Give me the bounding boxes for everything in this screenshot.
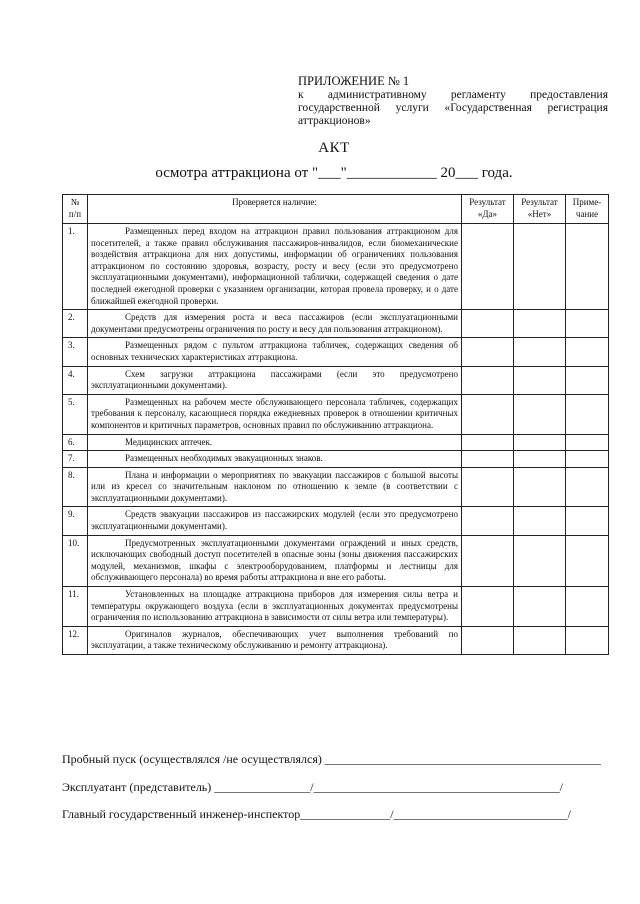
appendix-text: к административному регламенту предоставления государственной услуги «Государственная регистрация аттракционов» [298,89,608,127]
result-no-cell[interactable] [514,338,566,366]
result-yes-cell[interactable] [462,338,514,366]
result-no-cell[interactable] [514,366,566,394]
table-row [63,587,609,627]
row-num: 4. [63,366,88,394]
row-text: Размещенных на рабочем месте обслуживающего персонала табличек, содержащих требования к персоналу, касающиеся порядка ежедневных проверок в отношении критичных компонентов и критичных параметров, основных правил по обслуживанию аттракциона. [91,396,458,430]
inspection-table [62,194,609,655]
note-cell[interactable] [566,467,609,507]
result-yes-cell[interactable] [462,224,514,310]
result-yes-cell[interactable] [462,394,514,434]
appendix-block [298,75,608,128]
row-text: Размещенных перед входом на аттракцион правил пользования аттракционом для посетителей, а также правил обслуживания пассажиров-инвалидов, если биомеханические воздействия аттракциона для них допустимы, информации об ограничениях пользования аттракционом по состоянию здоровья, возрасту, росту и весу (если это предусмотрено эксплуатационными документами), информационной таблички, содержащей сведения о дате последней ежегодной проверки с указанием организации, которая провела проверку, и о дате ближайшей ежегодной проверки. [91,226,458,306]
result-no-cell[interactable] [514,535,566,586]
operator-signature-line[interactable]: Эксплуатант (представитель) ________________/_________________________________________/ [62,780,563,794]
row-text: Размещенных необходимых эвакуационных знаков. [125,453,323,464]
row-num: 3. [63,338,88,366]
result-no-cell[interactable] [514,394,566,434]
table-header-row [63,195,609,224]
note-cell[interactable] [566,434,609,451]
result-yes-cell[interactable] [462,467,514,507]
table-row [63,507,609,535]
note-cell[interactable] [566,626,609,654]
result-yes-cell[interactable] [462,507,514,535]
result-yes-cell[interactable] [462,310,514,338]
row-text: Медицинских аптечек. [125,436,213,447]
trial-run-line[interactable]: Пробный пуск (осуществлялся /не осуществлялся) ______________________________________________ [62,752,601,766]
table-row [63,467,609,507]
row-num: 6. [63,434,88,451]
note-cell[interactable] [566,310,609,338]
result-no-cell[interactable] [514,310,566,338]
appendix-heading: ПРИЛОЖЕНИЕ № 1 [298,74,410,88]
document-title: АКТ [318,140,350,156]
result-no-cell[interactable] [514,434,566,451]
header-yes: Результат «Да» [462,195,514,224]
table-row [63,434,609,451]
note-cell[interactable] [566,535,609,586]
note-cell[interactable] [566,338,609,366]
note-cell[interactable] [566,224,609,310]
row-num: 10. [63,535,88,586]
result-yes-cell[interactable] [462,626,514,654]
table-row [63,366,609,394]
row-num: 2. [63,310,88,338]
row-num: 8. [63,467,88,507]
header-num: № п/п [63,195,88,224]
result-no-cell[interactable] [514,224,566,310]
table-row [63,626,609,654]
row-num: 7. [63,451,88,468]
row-num: 1. [63,224,88,310]
result-no-cell[interactable] [514,626,566,654]
result-yes-cell[interactable] [462,434,514,451]
result-no-cell[interactable] [514,451,566,468]
note-cell[interactable] [566,587,609,627]
document-subtitle: осмотра аттракциона от "___"____________ 20___ года. [155,165,513,181]
header-note: Приме-чание [566,195,609,224]
table-row [63,394,609,434]
result-no-cell[interactable] [514,587,566,627]
result-no-cell[interactable] [514,507,566,535]
table-row [63,224,609,310]
table-row [63,451,609,468]
header-no: Результат «Нет» [514,195,566,224]
note-cell[interactable] [566,507,609,535]
row-text: Предусмотренных эксплуатационными документами ограждений и иных средств, исключающих свободный доступ посетителей в опасные зоны (зоны движения пассажирских модулей, механизмов, шкафы с электрооборудованием, платформы и лестницы для обслуживающего персонала) во время работы аттракциона и вне его работы. [91,537,458,583]
row-text: Средств эвакуации пассажиров из пассажирских модулей (если это предусмотрено эксплуатационными документами). [91,509,458,532]
row-text: Плана и информации о мероприятиях по эвакуации пассажиров с большой высоты или из кресел со значительным наклоном по отношению к земле (в соответствии с эксплуатационными документами). [91,469,458,503]
table-row [63,338,609,366]
result-yes-cell[interactable] [462,366,514,394]
row-text: Схем загрузки аттракциона пассажирами (если это предусмотрено эксплуатационными документами). [91,368,458,391]
note-cell[interactable] [566,366,609,394]
row-text: Средств для измерения роста и веса пассажиров (если эксплуатационными документами предусмотрены ограничения по росту и весу для пользования аттракционом). [91,312,458,334]
note-cell[interactable] [566,451,609,468]
row-text: Установленных на площадке аттракциона приборов для измерения силы ветра и температуры окружающего воздуха (если в эксплуатационных документах предусмотрены ограничения по использованию аттракциона в зависимости от силы ветра или температуры). [91,589,458,623]
row-text: Размещенных рядом с пультом аттракциона табличек, содержащих сведения об основных технических характеристиках аттракциона. [91,340,458,362]
row-num: 9. [63,507,88,535]
row-num: 11. [63,587,88,627]
result-no-cell[interactable] [514,467,566,507]
inspector-signature-line[interactable]: Главный государственный инженер-инспектор_______________/_____________________________/ [62,807,571,821]
result-yes-cell[interactable] [462,587,514,627]
result-yes-cell[interactable] [462,451,514,468]
note-cell[interactable] [566,394,609,434]
row-num: 12. [63,626,88,654]
row-num: 5. [63,394,88,434]
table-row [63,535,609,586]
result-yes-cell[interactable] [462,535,514,586]
row-text: Оригиналов журналов, обеспечивающих учет выполнения требований по эксплуатации, а также техническому обслуживанию и ремонту аттракциона). [91,628,458,651]
table-row [63,310,609,338]
header-check: Проверяется наличие: [88,195,462,224]
